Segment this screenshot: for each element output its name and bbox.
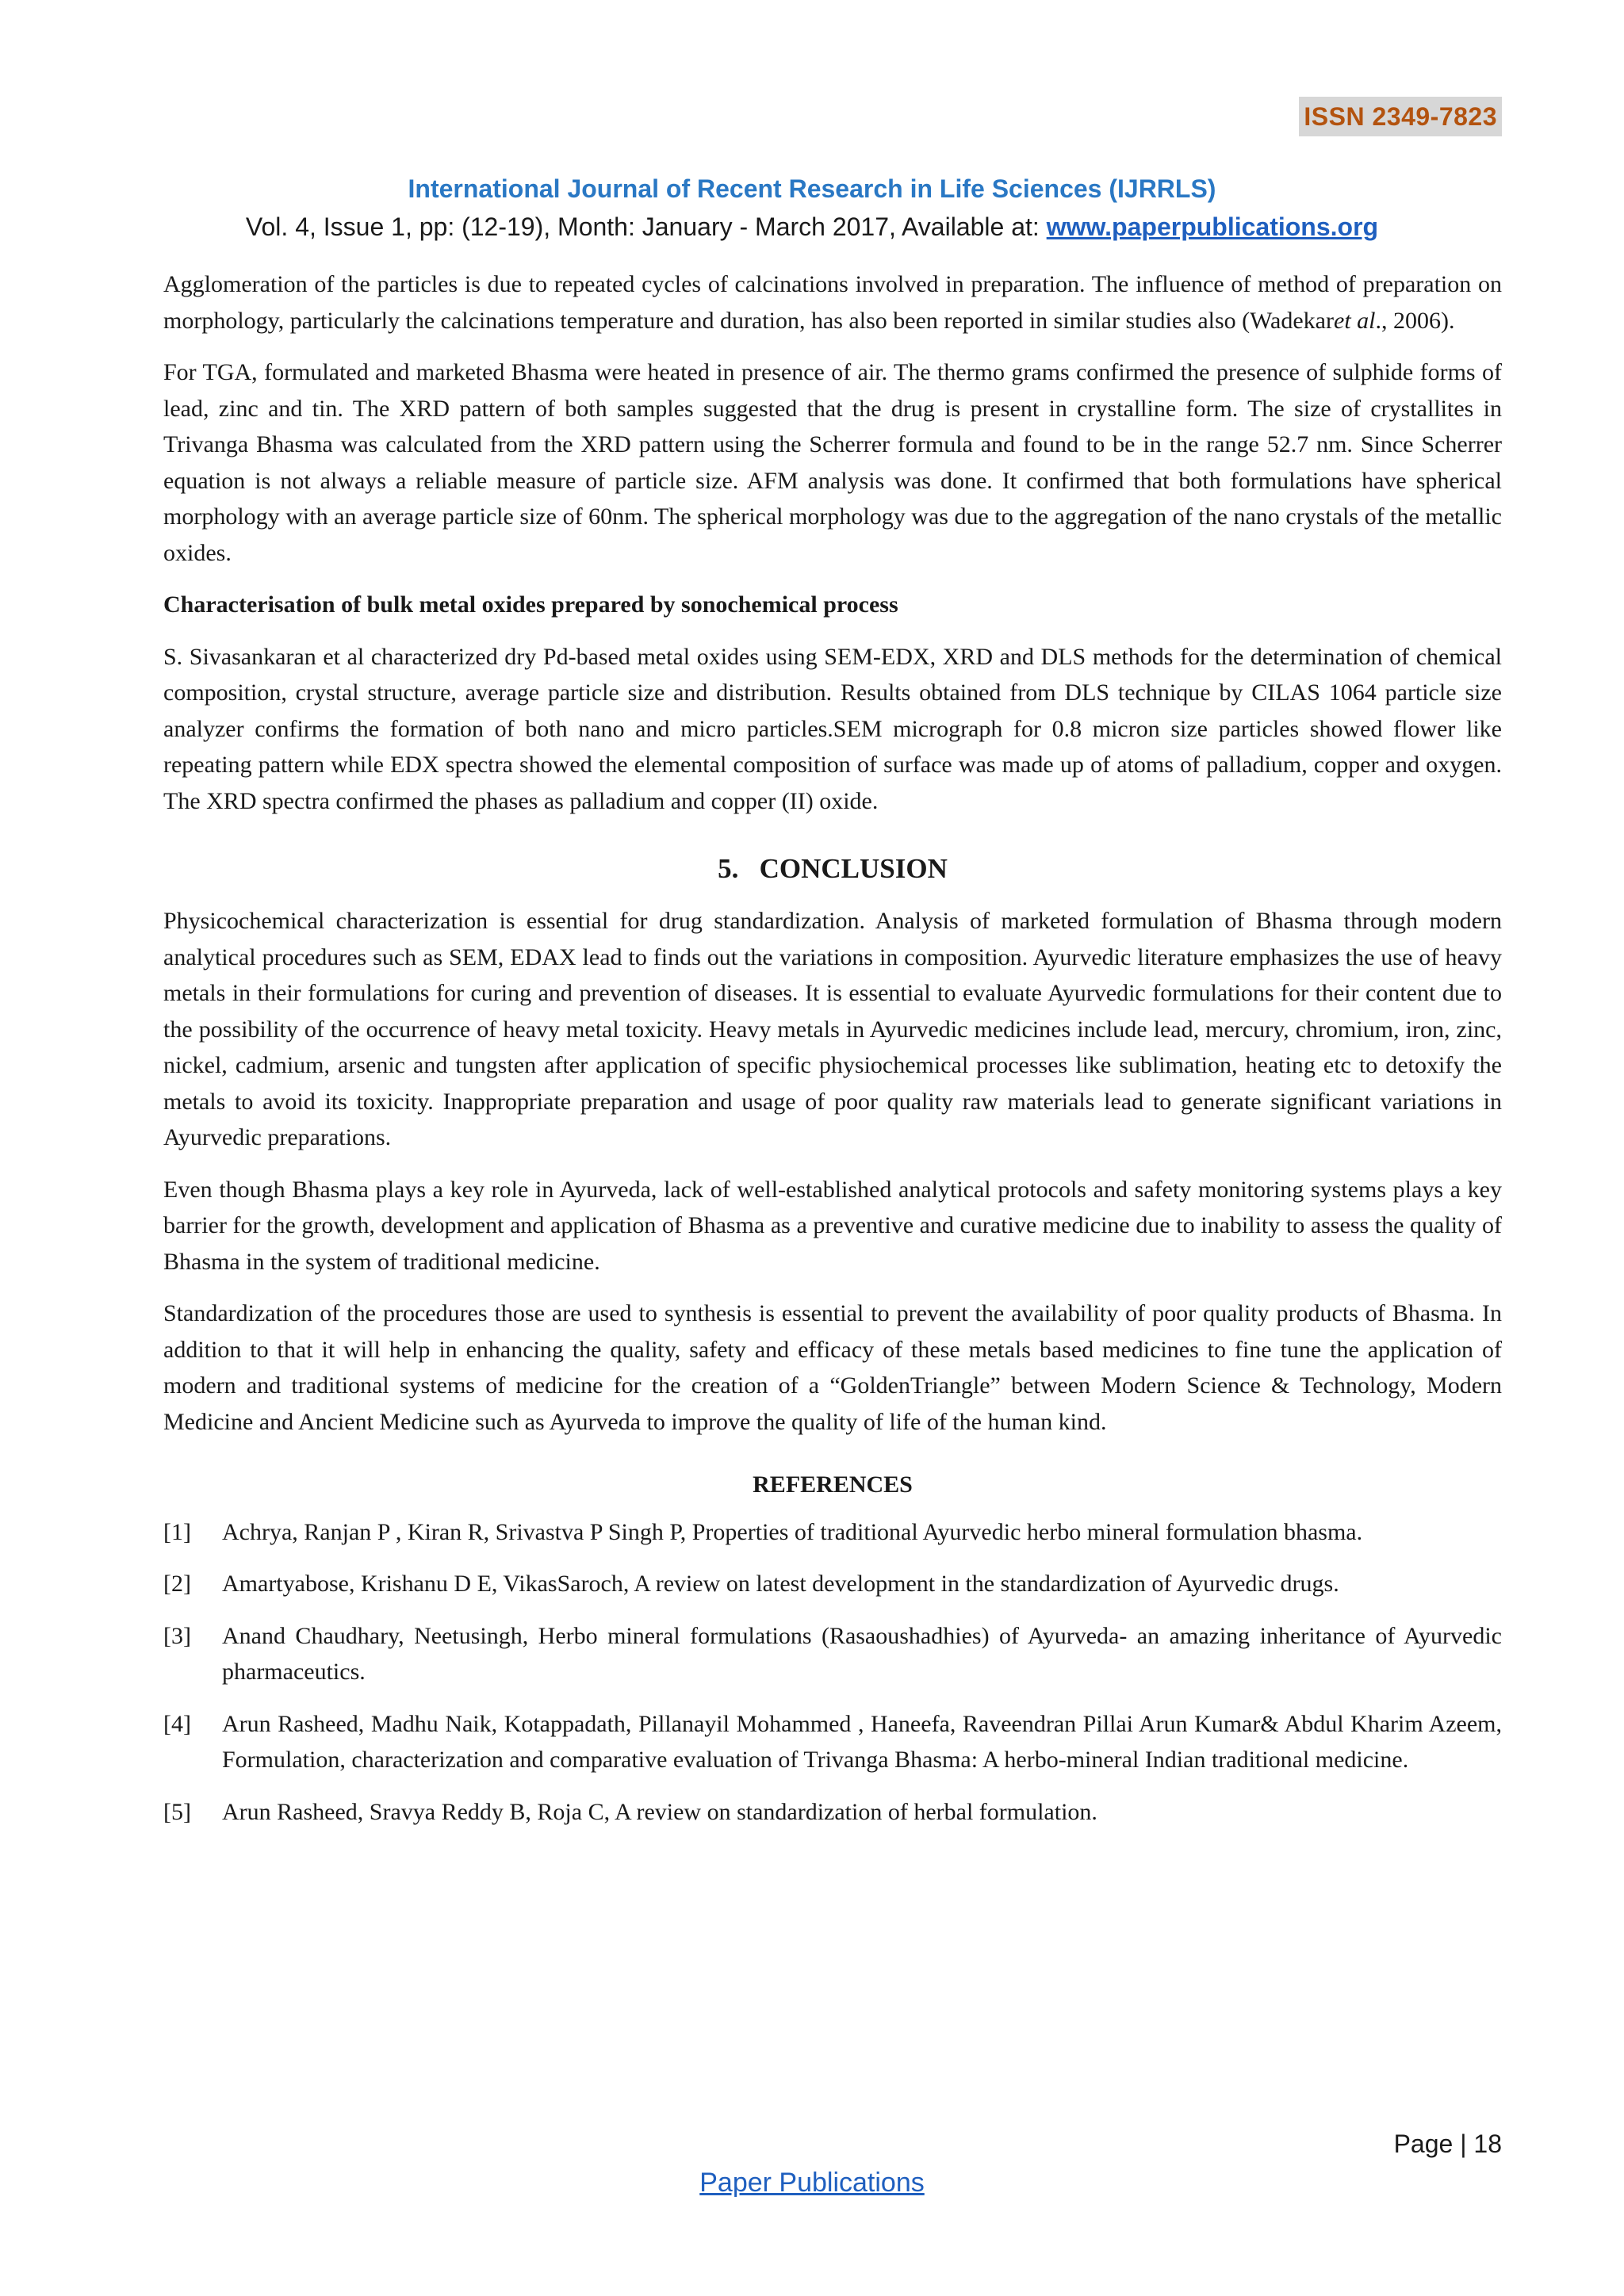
reference-number: [2] [163,1571,191,1597]
subsection-heading: Characterisation of bulk metal oxides prepared by sonochemical process [163,591,898,618]
reference-number: [3] [163,1622,191,1649]
paragraph-tga: For TGA, formulated and marketed Bhasma were heated in presence of air. The thermo grams confirmed the presence of sulphide forms of lead, zinc and tin. The XRD pattern of both samples suggested that the drug is present in crystalline form. The size of crystallites in Trivanga Bhasma was calculated from the XRD pattern using the Scherrer formula and found to be in the range 52.7 nm. Since Scherrer equation is not always a reliable measure of particle size. AFM analysis was done. It confirmed that both formulations have spherical morphology with an average particle size of 60nm. The spherical morphology was due to the aggregation of the nano crystals of the metallic oxides. [163,359,1502,566]
paragraph-text: Agglomeration of the particles is due to repeated cycles of calcinations involved in preparation. The influence of method of preparation on morphology, particularly the calcinations temperature and duration, has also been reported in similar studies also (Wadekar [163,271,1502,334]
paragraph-agglomeration [163,266,1502,339]
reference-item [163,1618,1502,1690]
journal-url-link[interactable]: www.paperpublications.org [1046,212,1379,241]
issn-badge: ISSN 2349-7823 [1299,97,1502,136]
reference-text: Arun Rasheed, Sravya Reddy B, Roja C, A review on standardization of herbal formulation. [222,1798,1097,1825]
section-heading-conclusion: 5. CONCLUSION [718,853,948,884]
reference-item [163,1514,1502,1551]
reference-text: Amartyabose, Krishanu D E, VikasSaroch, A review on latest development in the standardization of Ayurvedic drugs. [222,1571,1339,1597]
reference-item [163,1794,1502,1831]
citation-italic: et al [1334,307,1376,334]
publisher-link[interactable]: Paper Publications [699,2168,925,2198]
references-heading: REFERENCES [753,1471,913,1498]
article-body [163,266,1502,1846]
paragraph-text: ., 2006). [1375,307,1455,334]
paragraph-conclusion-3: Standardization of the procedures those are used to synthesis is essential to prevent the availability of poor quality products of Bhasma. In addition to that it will help in enhancing the quality, safety and efficacy of these metals based medicines to fine tune the application of modern and traditional systems of medicine for the creation of a “GoldenTriangle” between Modern Science & Technology, Modern Medicine and Ancient Medicine such as Ayurveda to improve the quality of life of the human kind. [163,1300,1502,1435]
journal-title: International Journal of Recent Research in Life Sciences (IJRRLS) [408,174,1216,203]
reference-item [163,1566,1502,1602]
reference-text: Arun Rasheed, Madhu Naik, Kotappadath, Pillanayil Mohammed , Haneefa, Raveendran Pillai Arun Kumar& Abdul Kharim Azeem, Formulation, characterization and comparative evaluation of Trivanga Bhasma: A herbo-mineral Indian traditional medicine. [222,1710,1502,1773]
reference-item [163,1706,1502,1778]
reference-text: Achrya, Ranjan P , Kiran R, Srivastva P Singh P, Properties of traditional Ayurvedic herbo mineral formulation bhasma. [222,1518,1363,1545]
reference-number: [4] [163,1710,191,1737]
page-number: Page | 18 [1393,2130,1502,2158]
reference-text: Anand Chaudhary, Neetusingh, Herbo mineral formulations (Rasaoushadhies) of Ayurveda- an amazing inheritance of Ayurvedic pharmaceutics. [222,1622,1502,1685]
paragraph-conclusion-2: Even though Bhasma plays a key role in Ayurveda, lack of well-established analytical protocols and safety monitoring systems plays a key barrier for the growth, development and application of Bhasma as a preventive and curative medicine due to inability to assess the quality of Bhasma in the system of traditional medicine. [163,1176,1502,1275]
paragraph-conclusion-1: Physicochemical characterization is essential for drug standardization. Analysis of marketed formulation of Bhasma through modern analytical procedures such as SEM, EDAX lead to finds out the variations in composition. Ayurvedic literature emphasizes the use of heavy metals in their formulations for curing and prevention of diseases. It is essential to evaluate Ayurvedic formulations for their content due to the possibility of the occurrence of heavy metal toxicity. Heavy metals in Ayurvedic medicines include lead, mercury, chromium, iron, zinc, nickel, cadmium, arsenic and tungsten after application of specific physiochemical processes like sublimation, heating etc to detoxify the metals to avoid its toxicity. Inappropriate preparation and usage of poor quality raw materials lead to generate significant variations in Ayurvedic preparations. [163,908,1502,1150]
journal-volume-line [0,209,1624,244]
paragraph-sivasankaran: S. Sivasankaran et al characterized dry Pd-based metal oxides using SEM-EDX, XRD and DLS methods for the determination of chemical composition, crystal structure, average particle size and distribution. Results obtained from DLS technique by CILAS 1064 particle size analyzer confirms the formation of both nano and micro particles.SEM micrograph for 0.8 micron size particles showed flower like repeating pattern while EDX spectra showed the elemental composition of surface was made up of atoms of palladium, copper and oxygen. The XRD spectra confirmed the phases as palladium and copper (II) oxide. [163,643,1502,814]
volume-info: Vol. 4, Issue 1, pp: (12-19), Month: January - March 2017, Available at: [245,212,1047,241]
footer [0,2164,1624,2201]
reference-number: [5] [163,1798,191,1825]
reference-number: [1] [163,1518,191,1545]
